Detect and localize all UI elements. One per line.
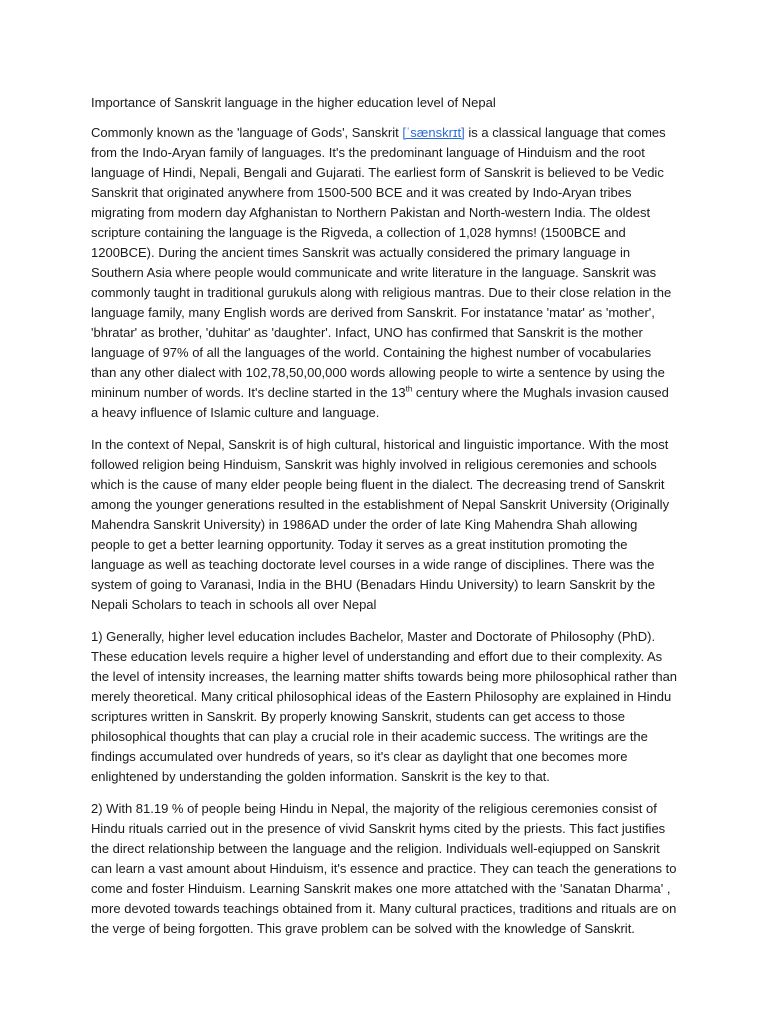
ordinal-superscript: th (405, 384, 413, 394)
paragraph-point-2: 2) With 81.19 % of people being Hindu in Nepal, the majority of the religious ceremonies consist of Hindu rituals carried out in the presence of vivid Sanskrit hyms cited by the priests. This fact justifies the direct relationship between the language and the religion. Individuals well-eqiupped on Sanskrit can learn a vast amount about Hinduism, it's essence and practice. They can teach the generations to come and foster Hinduism. Learning Sanskrit makes one more attatched with the 'Sanatan Dharma' , more devoted towards teachings obtained from it. Many cultural practices, traditions and rituals are on the verge of being forgotten. This grave problem can be solved with the knowledge of Sanskrit. (91, 801, 677, 936)
pronunciation-link[interactable]: [ˈsænskrɪt] (402, 125, 465, 140)
document-body (91, 93, 679, 951)
paragraph-intro-text-middle: is a classical language that comes from the Indo-Aryan family of languages. It's the predominant language of Hinduism and the root language of Hindi, Nepali, Bengali and Gujarati. The earliest form of Sanskrit is believed to be Vedic Sanskrit that originated anywhere from 1500-500 BCE and it was created by Indo-Aryan tribes migrating from modern day Afghanistan to Northern Pakistan and North-western India. The oldest scripture containing the language is the Rigveda, a collection of 1,028 hymns! (1500BCE and 1200BCE). During the ancient times Sanskrit was actually considered the primary language in Southern Asia where people would communicate and write literature in the language. Sanskrit was commonly taught in traditional gurukuls along with religious mantras. Due to their close relation in the language family, many English words are derived from Sanskrit. For instatance 'matar' as 'mother', 'bhratar' as brother, 'duhitar' as 'daughter'. Infact, UNO has confirmed that Sanskrit is the mother language of 97% of all the languages of the world. Containing the highest number of vocabularies than any other dialect with 102,78,50,00,000 words allowing people to wirte a sentence by using the mininum number of words. It's decline started in the 13 (91, 125, 672, 400)
paragraph-intro (91, 123, 679, 423)
paragraph-intro-text-end: century where the Mughals invasion caused a heavy influence of Islamic culture and language. (91, 385, 669, 420)
document-title: Importance of Sanskrit language in the higher education level of Nepal (91, 95, 496, 110)
paragraph-intro-text-start: Commonly known as the 'language of Gods', Sanskrit (91, 125, 403, 140)
paragraph-nepal-context: In the context of Nepal, Sanskrit is of high cultural, historical and linguistic importance. With the most followed religion being Hinduism, Sanskrit was highly involved in religious ceremonies and schools which is the cause of many elder people being fluent in the dialect. The decreasing trend of Sanskrit among the younger generations resulted in the establishment of Nepal Sanskrit University (Originally Mahendra Sanskrit University) in 1986AD under the order of late King Mahendra Shah allowing people to get a better learning opportunity. Today it serves as a great institution promoting the language as well as teaching doctorate level courses in a wide range of disciplines. There was the system of going to Varanasi, India in the BHU (Benadars Hindu University) to learn Sanskrit by the Nepali Scholars to teach in schools all over Nepal (91, 437, 670, 612)
paragraph-point-1: 1) Generally, higher level education includes Bachelor, Master and Doctorate of Philosophy (PhD). These education levels require a higher level of understanding and effort due to their complexity. As the level of intensity increases, the learning matter shifts towards being more philosophical rather than merely theoretical. Many critical philosophical ideas of the Eastern Philosophy are explained in Hindu scriptures written in Sanskrit. By properly knowing Sanskrit, students can get access to those philosophical thoughts that can play a crucial role in their academic success. The writings are the findings accumulated over hundreds of years, so it's clear as daylight that one becomes more enlightened by understanding the golden information. Sanskrit is the key to that. (91, 629, 678, 784)
